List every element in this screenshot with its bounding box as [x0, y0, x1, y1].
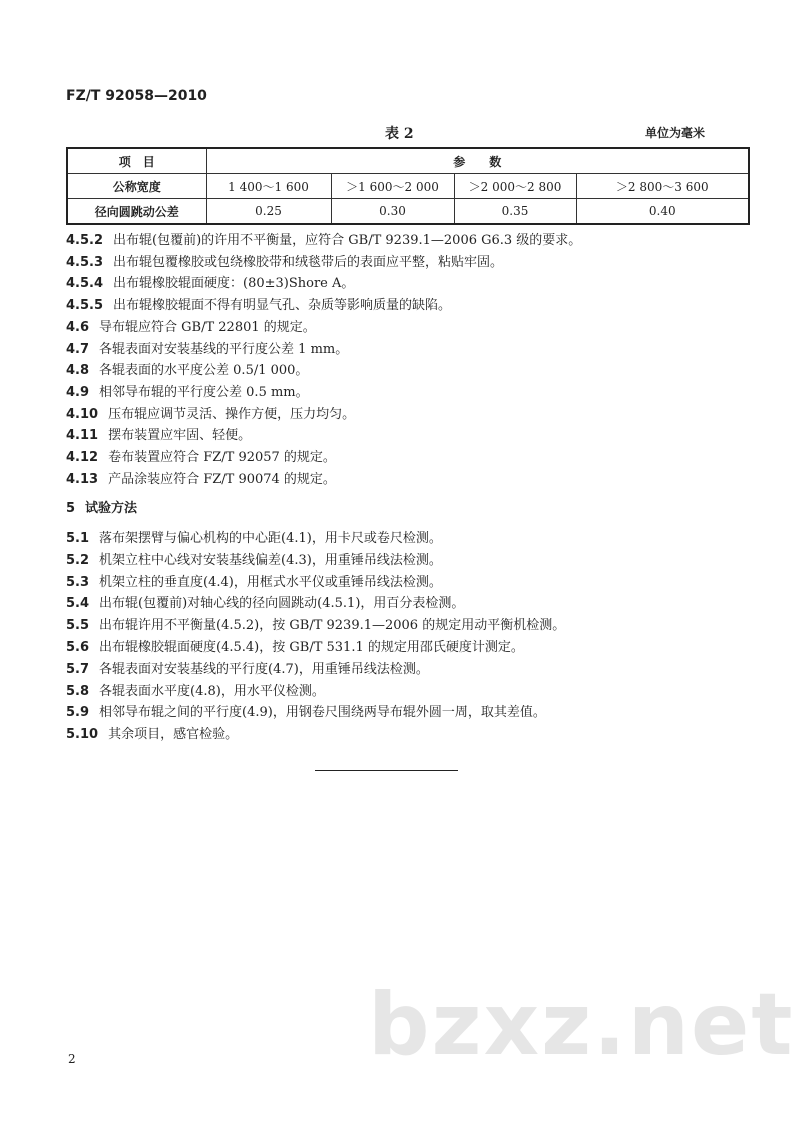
clause-number: 4.10 [66, 406, 99, 422]
clause-text: 出布辊橡胶辊面不得有明显气孔、杂质等影响质量的缺陷。 [113, 298, 452, 314]
clause [66, 359, 308, 378]
clause-number: 4.8 [66, 363, 90, 379]
clause-number: 4.9 [66, 384, 90, 400]
clause [66, 614, 565, 633]
clause-text: 各辊表面的水平度公差 0.5/1 000。 [99, 363, 309, 379]
table-unit: 单位为毫米 [645, 126, 706, 140]
clause-number: 5.6 [66, 640, 90, 655]
clause-text: 压布辊应调节灵活、操作方便，压力均匀。 [108, 406, 356, 422]
clause-text: 机架立柱的垂直度(4.4)，用框式水平仪或重锤吊线法检测。 [99, 574, 442, 590]
end-rule [315, 770, 458, 771]
section-number: 5 [66, 501, 76, 516]
clause-text: 出布辊橡胶辊面硬度(4.5.4)，按 GB/T 531.1 的规定用邵氏硬度计测定。 [99, 640, 524, 655]
clause-text: 各辊表面对安装基线的平行度公差 1 mm。 [99, 341, 349, 357]
clause-number: 5.4 [66, 596, 90, 612]
clause-text: 卷布装置应符合 FZ/T 92057 的规定。 [108, 450, 336, 465]
clause [66, 592, 464, 611]
clause [66, 381, 309, 400]
clause [66, 338, 348, 357]
table-header-row [67, 148, 749, 174]
clause-text: 摆布装置应牢固、轻便。 [108, 428, 252, 444]
clause-text: 相邻导布辊的平行度公差 0.5 mm。 [99, 384, 309, 400]
clause [66, 680, 325, 699]
clause [66, 636, 524, 655]
row-label: 径向圆跳动公差 [67, 199, 206, 225]
clause-number: 4.5.2 [66, 233, 104, 248]
table-cell: 0.40 [576, 199, 749, 225]
clause-text: 相邻导布辊之间的平行度(4.9)，用钢卷尺围绕两导布辊外圆一周，取其差值。 [99, 705, 546, 721]
clause [66, 316, 316, 335]
row-label: 公称宽度 [67, 174, 206, 199]
clause-number: 4.11 [66, 428, 99, 444]
page-number: 2 [68, 1052, 76, 1066]
clause-number: 4.5.4 [66, 276, 104, 292]
clause-number: 4.5.5 [66, 298, 104, 314]
clause [66, 658, 429, 677]
table-row [67, 199, 749, 225]
clause-text: 产品涂装应符合 FZ/T 90074 的规定。 [108, 471, 336, 487]
clause-number: 5.3 [66, 574, 90, 590]
clause-number: 5.5 [66, 618, 90, 634]
clause-text: 落布架摆臂与偏心机构的中心距(4.1)，用卡尺或卷尺检测。 [99, 531, 442, 546]
clause-number: 5.2 [66, 552, 90, 568]
clause-number: 5.9 [66, 705, 90, 721]
clause-text: 出布辊(包覆前)对轴心线的径向圆跳动(4.5.1)，用百分表检测。 [99, 596, 465, 612]
clause [66, 403, 355, 422]
clause-number: 5.10 [66, 727, 99, 743]
clause-number: 4.7 [66, 341, 90, 357]
clause-text: 各辊表面对安装基线的平行度(4.7)，用重锤吊线法检测。 [99, 661, 429, 677]
clause-number: 4.12 [66, 450, 99, 465]
clause-text: 出布辊橡胶辊面硬度：(80±3)Shore A。 [113, 276, 355, 292]
table-cell: ＞1 600～2 000 [331, 174, 454, 199]
tolerance-table [66, 147, 750, 225]
table-cell: 1 400～1 600 [206, 174, 331, 199]
clause [66, 294, 451, 313]
clause [66, 549, 442, 568]
clause [66, 272, 354, 291]
clause-text: 出布辊许用不平衡量(4.5.2)，按 GB/T 9239.1—2006 的规定用动平衡机检测。 [99, 618, 566, 634]
clause [66, 468, 336, 487]
clause [66, 701, 546, 720]
clause-text: 各辊表面水平度(4.8)，用水平仪检测。 [99, 683, 325, 699]
clause-number: 5.8 [66, 683, 90, 699]
clause-number: 5.1 [66, 531, 90, 546]
clause-number: 4.6 [66, 319, 90, 335]
table-cell: ＞2 000～2 800 [454, 174, 576, 199]
standard-code: FZ/T 92058—2010 [66, 88, 207, 104]
clause-text: 出布辊包覆橡胶或包绕橡胶带和绒毯带后的表面应平整，粘贴牢固。 [113, 254, 504, 270]
clause-number: 4.5.3 [66, 254, 104, 270]
clause-text: 机架立柱中心线对安装基线偏差(4.3)，用重锤吊线法检测。 [99, 552, 442, 568]
clause [66, 424, 251, 443]
clause-text: 导布辊应符合 GB/T 22801 的规定。 [99, 319, 316, 335]
clause [66, 229, 581, 248]
clause-text: 其余项目，感官检验。 [108, 727, 239, 743]
clause [66, 723, 238, 742]
clause [66, 527, 442, 546]
header-item: 项 目 [67, 148, 206, 174]
clause [66, 446, 336, 465]
clause-text: 出布辊(包覆前)的许用不平衡量，应符合 GB/T 9239.1—2006 G6.3 级的要求。 [113, 233, 582, 248]
clause-number: 5.7 [66, 661, 90, 677]
clause-number: 4.13 [66, 471, 99, 487]
table-cell: ＞2 800～3 600 [576, 174, 749, 199]
clause [66, 571, 442, 590]
table-row [67, 174, 749, 199]
clause [66, 251, 503, 270]
table-cell: 0.25 [206, 199, 331, 225]
section-title: 试验方法 [85, 501, 138, 516]
table-title: 表 2 [385, 126, 414, 142]
watermark: bzxz.net [368, 975, 795, 1075]
section-5-heading [66, 497, 137, 516]
table-cell: 0.30 [331, 199, 454, 225]
header-params: 参 数 [206, 148, 749, 174]
table-cell: 0.35 [454, 199, 576, 225]
